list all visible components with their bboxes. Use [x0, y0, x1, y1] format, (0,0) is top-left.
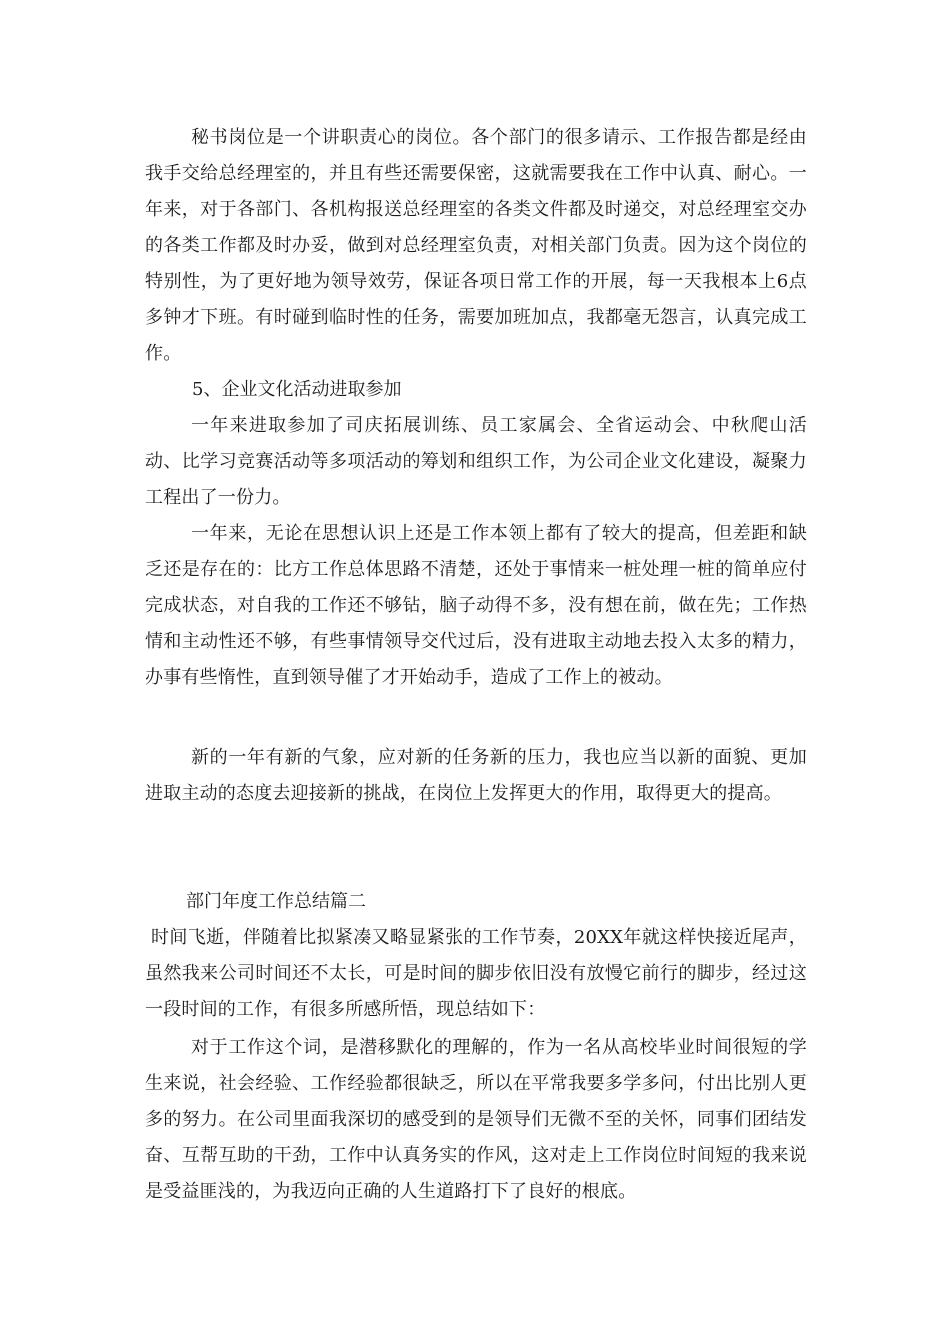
section-heading-culture-activities: 5、企业文化活动进取参加 [192, 379, 402, 400]
paragraph-culture-activities: 一年来进取参加了司庆拓展训练、员工家属会、全省运动会、中秋爬山活动、比学习竞赛活动等多项活动的筹划和组织工作，为公司企业文化建设，凝聚力工程出了一份力。 [145, 415, 807, 508]
paragraph-work-understanding: 对于工作这个词，是潜移默化的理解的，作为一名从高校毕业时间很短的学生来说，社会经验、工作经验都很缺乏，所以在平常我要多学多问，付出比别人更多的努力。在公司里面我深切的感受到的是领导们无微不至的关怀，同事们团结发奋、互帮互助的干劲，工作中认真务实的作风，这对走上工作岗位时间短的我来说是受益匪浅的，为我迈向正确的人生道路打下了良好的根底。 [145, 1037, 807, 1202]
section-title-part-two: 部门年度工作总结篇二 [186, 891, 366, 912]
paragraph-time-flies: 时间飞逝，伴随着比拟紧凑又略显紧张的工作节奏，20XX年就这样快接近尾声，虽然我来公司时间还不太长，可是时间的脚步依旧没有放慢它前行的脚步，经过这一段时间的工作，有很多所感所悟，现总结如下： [145, 927, 807, 1020]
paragraph-shortcomings: 一年来，无论在思想认识上还是工作本领上都有了较大的提高，但差距和缺乏还是存在的：比方工作总体思路不清楚，还处于事情来一桩处理一桩的简单应付完成状态，对自我的工作还不够钻，脑子动得不多，没有想在前，做在先；工作热情和主动性还不够，有些事情领导交代过后，没有进取主动地去投入太多的精力，办事有些惰性，直到领导催了才开始动手，造成了工作上的被动。 [145, 523, 807, 688]
paragraph-secretary-role: 秘书岗位是一个讲职责心的岗位。各个部门的很多请示、工作报告都是经由我手交给总经理室的，并且有些还需要保密，这就需要我在工作中认真、耐心。一年来，对于各部门、各机构报送总经理室的各类文件都及时递交，对总经理室交办的各类工作都及时办妥，做到对总经理室负责，对相关部门负责。因为这个岗位的特别性，为了更好地为领导效劳，保证各项日常工作的开展，每一天我根本上6点多钟才下班。有时碰到临时性的任务，需要加班加点，我都毫无怨言，认真完成工作。 [145, 127, 807, 364]
paragraph-new-year-outlook: 新的一年有新的气象，应对新的任务新的压力，我也应当以新的面貌、更加进取主动的态度去迎接新的挑战，在岗位上发挥更大的作用，取得更大的提高。 [145, 747, 807, 804]
